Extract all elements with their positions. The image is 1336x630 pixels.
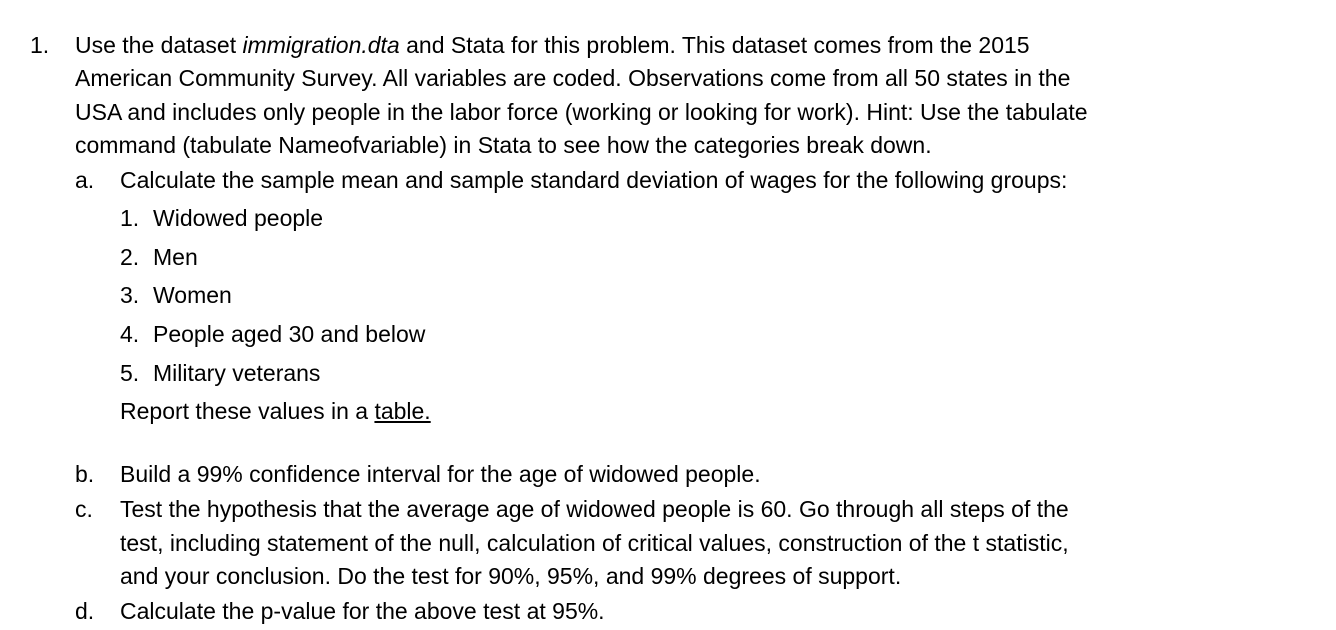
report-text: Report these values in a <box>120 398 375 424</box>
table-link[interactable]: table. <box>374 398 431 424</box>
part-a-marker: a. <box>75 167 95 193</box>
group-4-number: 4. <box>120 321 140 347</box>
part-c-marker: c. <box>75 496 93 522</box>
group-2-number: 2. <box>120 244 140 270</box>
group-3-label: Women <box>153 282 232 308</box>
part-a-text: Calculate the sample mean and sample standard deviation of wages for the following groups: <box>120 167 1068 193</box>
part-c-line-3: and your conclusion. Do the test for 90%, 95%, and 99% degrees of support. <box>120 563 902 589</box>
part-b-marker: b. <box>75 461 95 487</box>
intro-line-4: command (tabulate Nameofvariable) in Stata to see how the categories break down. <box>75 132 932 158</box>
group-5-number: 5. <box>120 360 140 386</box>
intro-line-3: USA and includes only people in the labor force (working or looking for work). Hint: Use the tabulate <box>75 99 1088 125</box>
intro-text-pre: Use the dataset <box>75 32 243 58</box>
intro-text-post: and Stata for this problem. This dataset comes from the 2015 <box>399 32 1030 58</box>
group-5-label: Military veterans <box>153 360 321 386</box>
report-line <box>120 397 431 425</box>
part-b-text: Build a 99% confidence interval for the age of widowed people. <box>120 461 761 487</box>
group-4-label: People aged 30 and below <box>153 321 426 347</box>
group-3-number: 3. <box>120 282 140 308</box>
part-c-line-1: Test the hypothesis that the average age of widowed people is 60. Go through all steps of the <box>120 496 1069 522</box>
question-number: 1. <box>30 32 50 58</box>
group-2-label: Men <box>153 244 198 270</box>
group-1-label: Widowed people <box>153 205 324 231</box>
part-c-line-2: test, including statement of the null, calculation of critical values, construction of the t statistic, <box>120 530 1069 556</box>
dataset-name: immigration.dta <box>242 32 400 58</box>
part-d-marker: d. <box>75 598 95 624</box>
group-1-number: 1. <box>120 205 140 231</box>
intro-line-1 <box>75 31 1030 59</box>
part-d-text: Calculate the p-value for the above test at 95%. <box>120 598 605 624</box>
intro-line-2: American Community Survey. All variables are coded. Observations come from all 50 states in the <box>75 65 1071 91</box>
